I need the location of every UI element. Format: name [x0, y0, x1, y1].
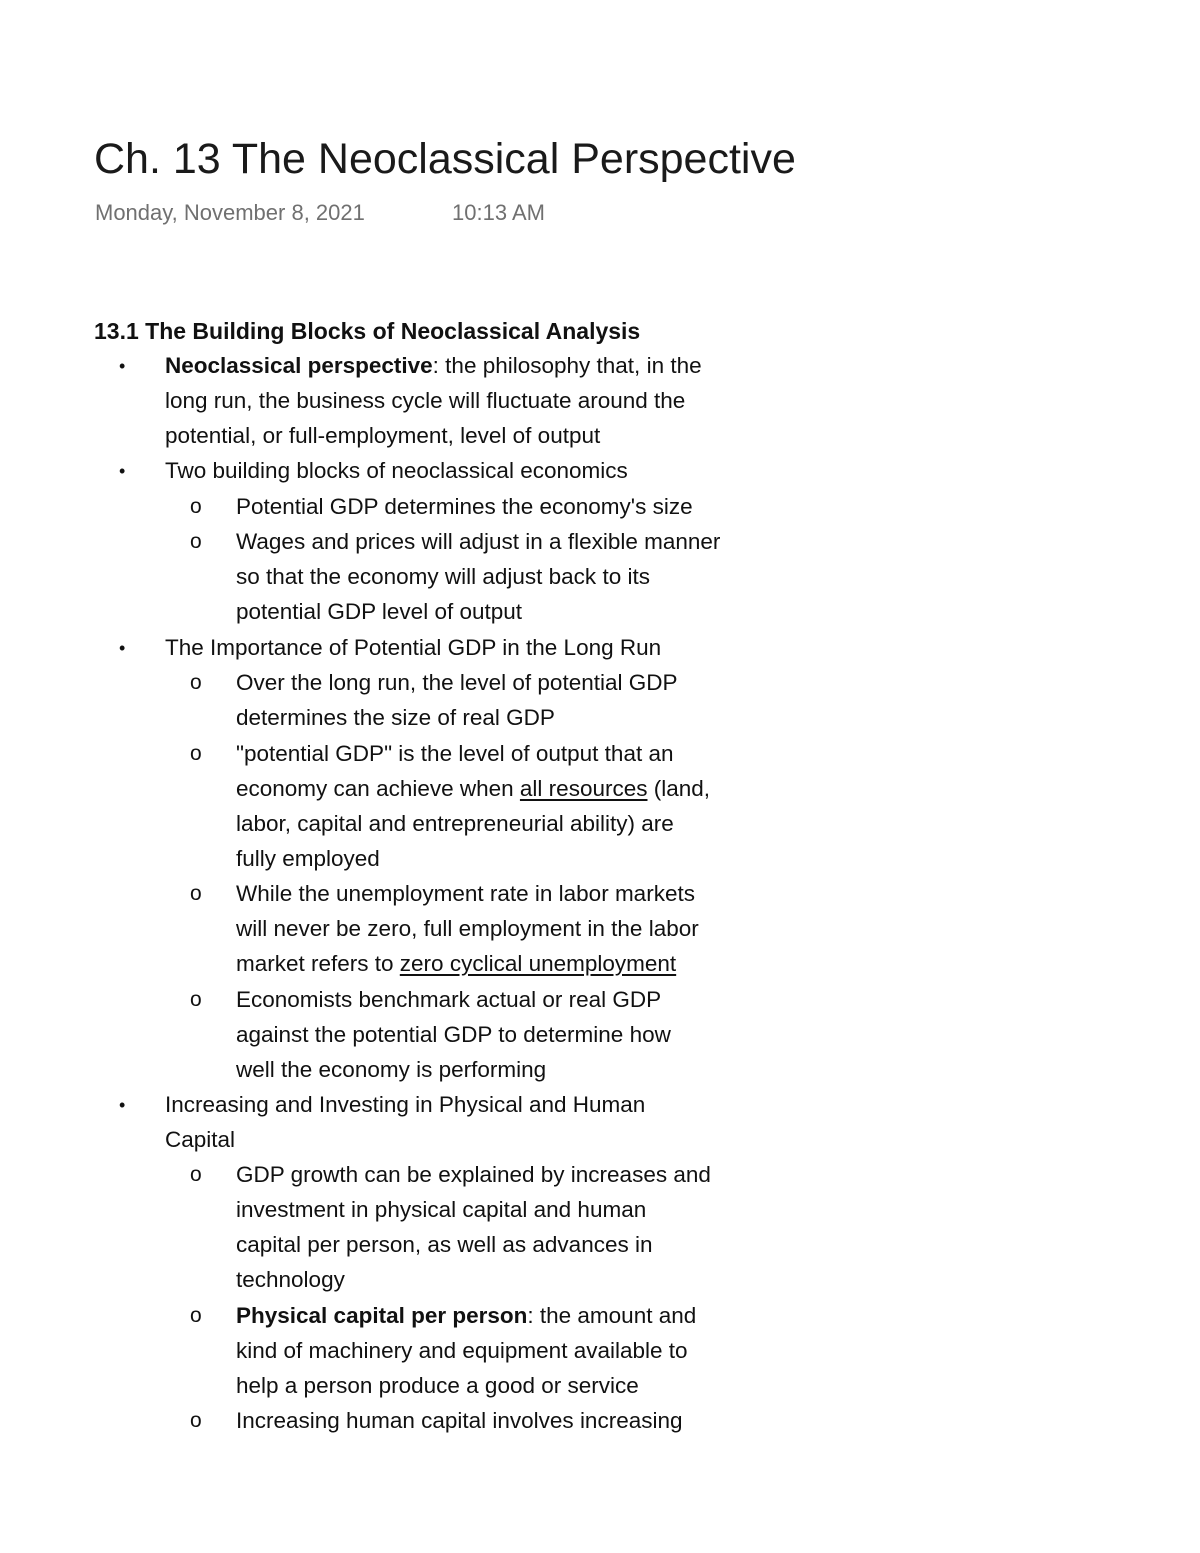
list-item: The Importance of Potential GDP in the Long Run	[165, 635, 662, 660]
sub-list-item: Increasing human capital involves increasing	[236, 1408, 683, 1433]
sub-list-item: Wages and prices will adjust in a flexible manner	[236, 529, 721, 554]
sub-bullet-marker: o	[190, 530, 202, 553]
underlined-term: zero cyclical unemployment	[399, 951, 677, 976]
sub-list-item-line: help a person produce a good or service	[236, 1373, 639, 1398]
page-title: Ch. 13 The Neoclassical Perspective	[94, 135, 796, 183]
list-item: Increasing and Investing in Physical and Human	[165, 1092, 646, 1117]
bullet-marker: •	[119, 356, 126, 376]
sub-bullet-marker: o	[190, 742, 202, 765]
sub-bullet-marker: o	[190, 882, 202, 905]
definition-text: : the philosophy that, in the	[432, 353, 702, 378]
sub-list-item: While the unemployment rate in labor markets	[236, 881, 695, 906]
sub-list-item: GDP growth can be explained by increases and	[236, 1162, 711, 1187]
sub-list-item-line: fully employed	[236, 846, 380, 871]
sub-list-item: "potential GDP" is the level of output that an	[236, 741, 674, 766]
text-segment: (land,	[647, 776, 711, 801]
list-item-line: long run, the business cycle will fluctuate around the	[165, 388, 686, 413]
bullet-marker: •	[119, 461, 126, 481]
sub-list-item: Economists benchmark actual or real GDP	[236, 987, 662, 1012]
text-segment: market refers to	[236, 951, 400, 976]
sub-list-item-line: capital per person, as well as advances in	[236, 1232, 653, 1257]
term-physical-capital-per-person: Physical capital per person	[236, 1303, 528, 1328]
term-neoclassical-perspective: Neoclassical perspective	[165, 353, 433, 378]
list-item	[165, 350, 702, 382]
section-heading: 13.1 The Building Blocks of Neoclassical Analysis	[94, 318, 641, 344]
note-time: 10:13 AM	[452, 200, 545, 225]
bullet-marker: •	[119, 638, 126, 658]
sub-list-item-line	[236, 773, 710, 805]
list-item-line: Capital	[165, 1127, 236, 1152]
sub-list-item-line: against the potential GDP to determine how	[236, 1022, 671, 1047]
list-item: Two building blocks of neoclassical economics	[165, 458, 628, 483]
list-item-line: potential, or full-employment, level of output	[165, 423, 601, 448]
sub-list-item: Over the long run, the level of potential GDP	[236, 670, 678, 695]
sub-list-item-line	[236, 948, 676, 980]
text-segment: economy can achieve when	[236, 776, 520, 801]
definition-text: : the amount and	[527, 1303, 697, 1328]
sub-list-item-line: kind of machinery and equipment available to	[236, 1338, 688, 1363]
bullet-marker: •	[119, 1095, 126, 1115]
note-date: Monday, November 8, 2021	[95, 200, 365, 225]
sub-list-item	[236, 1300, 696, 1332]
sub-list-item-line: will never be zero, full employment in the labor	[236, 916, 699, 941]
underlined-term: all resources	[519, 776, 648, 801]
sub-bullet-marker: o	[190, 495, 202, 518]
sub-list-item-line: well the economy is performing	[236, 1057, 547, 1082]
sub-list-item-line: determines the size of real GDP	[236, 705, 555, 730]
sub-list-item-line: potential GDP level of output	[236, 599, 523, 624]
sub-bullet-marker: o	[190, 1304, 202, 1327]
sub-list-item-line: technology	[236, 1267, 345, 1292]
sub-bullet-marker: o	[190, 1409, 202, 1432]
sub-bullet-marker: o	[190, 988, 202, 1011]
sub-bullet-marker: o	[190, 671, 202, 694]
sub-list-item-line: investment in physical capital and human	[236, 1197, 647, 1222]
sub-list-item-line: labor, capital and entrepreneurial ability) are	[236, 811, 674, 836]
sub-list-item: Potential GDP determines the economy's size	[236, 494, 693, 519]
sub-list-item-line: so that the economy will adjust back to its	[236, 564, 650, 589]
sub-bullet-marker: o	[190, 1163, 202, 1186]
